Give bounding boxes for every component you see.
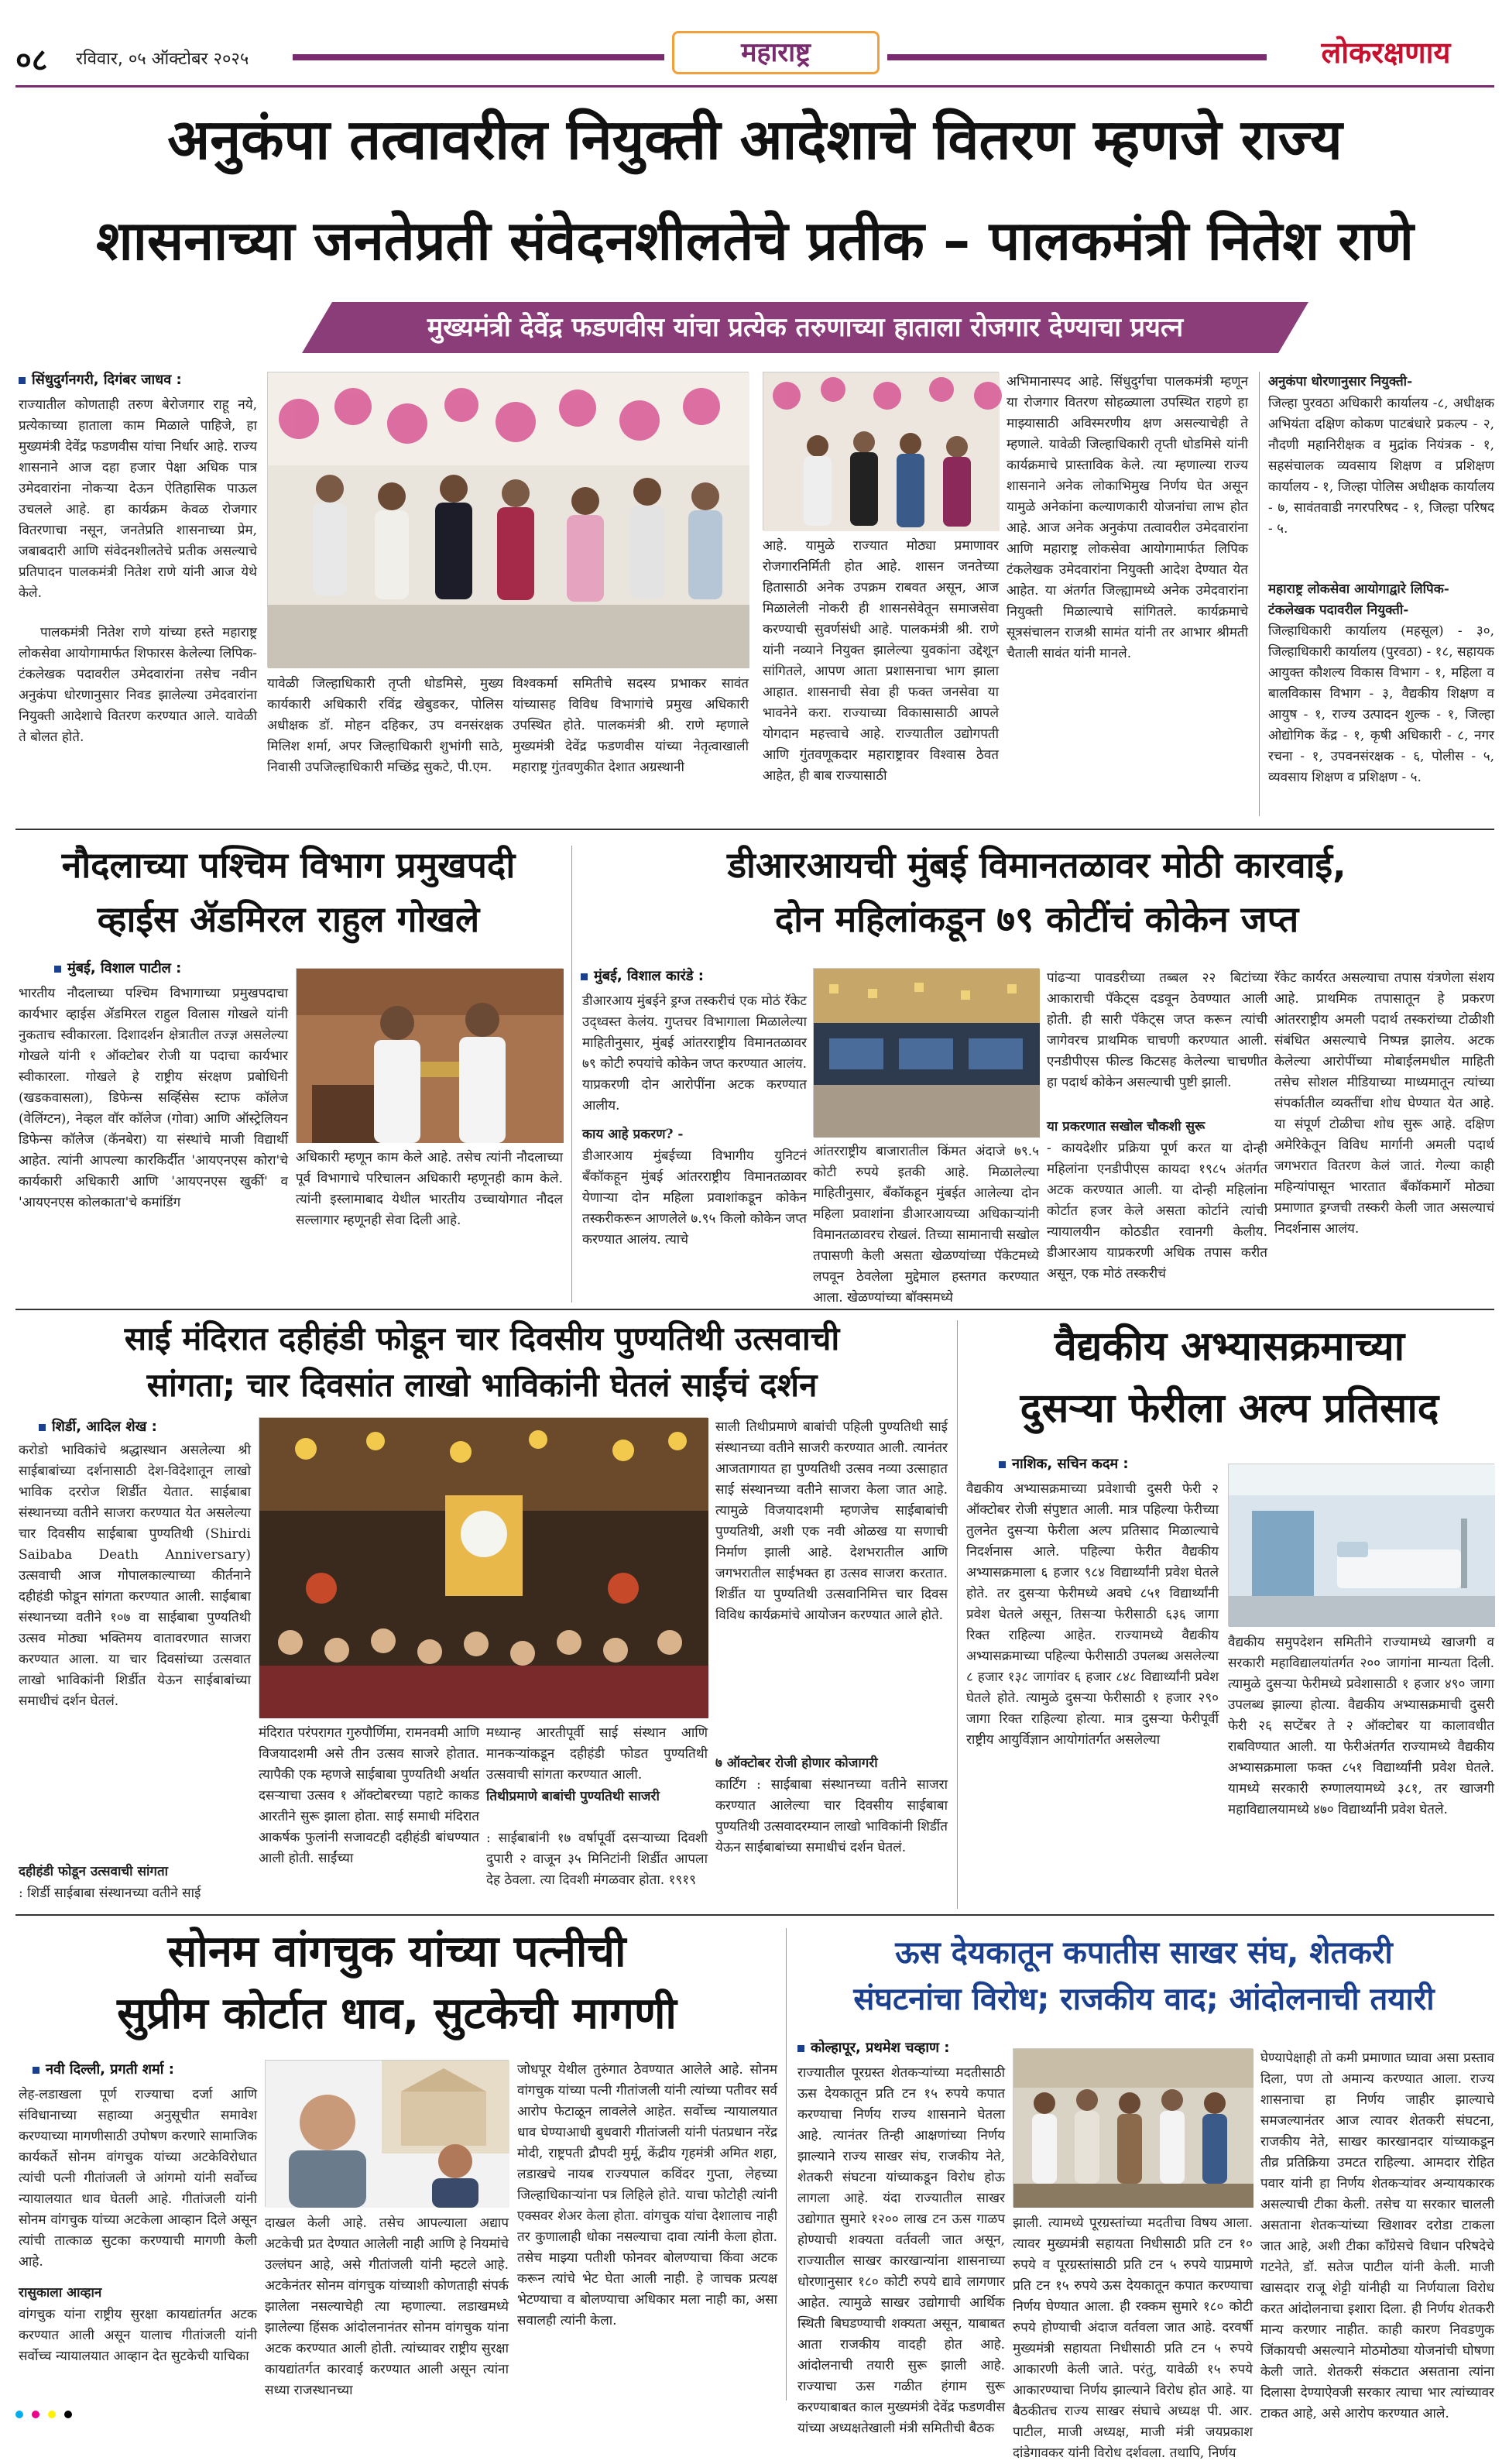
sai-photo-temple <box>259 1417 708 1718</box>
sugar-headline-2: संघटनांचा विरोध; राजकीय वाद; आंदोलनाची तयारी <box>853 1982 1435 2017</box>
temple-photo-illustration <box>259 1418 708 1718</box>
medical-byline <box>999 1454 1129 1473</box>
lead-photo-ceremony <box>267 372 749 667</box>
navy-col1: भारतीय नौदलाच्या पश्चिम विभागाच्या प्रमुखपदाचा कार्यभार व्हाईस ॲडमिरल राहुल विलास गोखले यांनी नुकताच स्वीकारला. दिशादर्शन क्षेत्रातील तज्ज्ञ असलेल्या गोखले यांनी १ ऑक्टोबर रोजी या पदाचा कार्यभार स्वीकारला. गोखले हे राष्ट्रीय संरक्षण प्रबोधिनी (खडकवासला), डिफेन्स सर्व्हिसेस स्टाफ कॉलेज (वेलिंग्टन), नेव्हल वॉर कॉलेज (गोवा) आणि ऑस्ट्रेलियन डिफेन्स कॉलेज (कॅनबेरा) या संस्थांचे माजी विद्यार्थी आहेत. त्यांनी आपल्या कारकिर्दीत 'आयएनएस कोरा'चे कार्यकारी अधिकारी आणि 'आयएनएस खुर्की' व 'आयएनएस कोलकाता'चे कमांडिंग <box>19 986 288 1210</box>
sai-col4-head: ७ ऑक्टोबर रोजी होणार कोजागरी <box>715 1755 878 1771</box>
lead-banner-text: मुख्यमंत्री देवेंद्र फडणवीस यांचा प्रत्येक तरुणाच्या हाताला रोजगार देण्याचा प्रयत्न <box>427 312 1184 343</box>
dri-byline-text: मुंबई, विशाल कारंडे : <box>594 968 704 984</box>
sugar-byline <box>797 2038 950 2057</box>
sonam-byline <box>33 2060 174 2078</box>
lead-col6: जिल्हा पुरवठा अधिकारी कार्यालय -८, अधीक्षक अभियंता दक्षिण कोकण पाटबंधारे प्रकल्प - २, नौदणी महानिरीक्षक व मुद्रांक नियंत्रक - १, सहसंचालक व्यवसाय शिक्षण व प्रशिक्षण कार्यालय - १, जिल्हा पोलिस अधीक्षक कार्यालय - ७, सावंतवाडी नगरपरिषद - १, जिल्हा परिषद - ५. <box>1268 396 1494 537</box>
dri-headline-1: डीआरआयची मुंबई विमानतळावर मोठी कारवाई, <box>727 844 1346 886</box>
page-number: ०८ <box>15 43 48 78</box>
byline-marker-icon <box>54 966 61 973</box>
lead-col-divider <box>1259 372 1260 816</box>
sai-divider <box>957 1320 958 1909</box>
section-divider-3 <box>15 1914 1494 1916</box>
lead-col6-head2: महाराष्ट्र लोकसेवा आयोगाद्वारे लिपिक-टंकलेखक पदावरील नियुक्ती- <box>1268 582 1449 618</box>
navy-photo <box>296 968 563 1142</box>
dri-byline <box>581 966 704 985</box>
dri-col1b: डीआरआय मुंबईच्या विभागीय युनिटनं बँकॉकहून मुंबई आंतरराष्ट्रीय विमानतळावर येणाऱ्या दोन महिला प्रवाशांकडून कोकेन तस्करीकरून आणलेले ७.९५ किलो कोकेन जप्त करण्यात आलंय. त्याचे <box>582 1148 807 1247</box>
header-rule-left <box>293 54 664 60</box>
lead-headline-1: अनुकंपा तत्वावरील नियुक्ती आदेशाचे वितरण म्हणजे राज्य <box>167 107 1343 172</box>
byline-marker-icon <box>999 1461 1006 1468</box>
lead-byline <box>19 370 182 389</box>
sai-col3b: : साईबाबांनी १७ वर्षापूर्वी दसऱ्याच्या दिवशी दुपारी २ वाजून ३५ मिनिटांनी शिर्डीत आपला देह ठेवला. त्या दिवशी मंगळवार होता. १९१९ <box>486 1831 708 1888</box>
sai-col3-head: तिथीप्रमाणे बाबांची पुण्यतिथी साजरी <box>486 1789 660 1804</box>
byline-marker-icon <box>19 377 26 384</box>
lead-col1b: पालकमंत्री नितेश राणे यांच्या हस्ते महाराष्ट्र लोकसेवा आयोगामार्फत शिफारस केलेल्या लिपिक-टंकलेखक पदावरील उमेदवारांना तसेच नवीन अनुकंपा धोरणानुसार निवड झालेल्या उमेदवारांना नियुक्ती आदेशाचे वितरण करण्यात आले. यावेळी ते बोलत होते. <box>19 625 257 745</box>
section-tag: महाराष्ट्र <box>672 31 880 74</box>
navy-byline <box>54 959 181 977</box>
sonam-headline-2: सुप्रीम कोर्टात धाव, सुटकेची मागणी <box>117 1989 677 2039</box>
ceremony-photo-illustration <box>268 372 749 668</box>
byline-marker-icon <box>797 2045 804 2052</box>
sonam-col1-head: रासुकाला आव्हान <box>19 2285 102 2301</box>
brand-logo: लोकरक्षणाय <box>1321 36 1451 70</box>
medical-headline-1: वैद्यकीय अभ्यासक्रमाच्या <box>1054 1323 1405 1370</box>
lead-photo-handover <box>763 372 999 530</box>
dri-headline-2: दोन महिलांकडून ७९ कोटींचं कोकेन जप्त <box>774 898 1299 940</box>
sai-headline-1: साई मंदिरात दहीहंडी फोडून चार दिवसीय पुण्यतिथी उत्सवाची <box>124 1320 840 1357</box>
dri-col4: रॅकेट कार्यरत असल्याचा तपास यंत्रणेला संशय आहे. प्राथमिक तपासातून हे प्रकरण आंतरराष्ट्रीय अमली पदार्थ तस्करांच्या टोळीशी संबंधित असल्याचे निष्पन्न झालेय. अटक केलेल्या आरोपींच्या मोबाईलमधील माहिती तसेच सोशल मीडियाच्या माध्यमातून त्यांच्या संपर्कातील व्यक्तींचा शोध घेण्यात येत आहे. या संपूर्ण टोळीचा शोध सुरू आहे. दक्षिण अमेरिकेतून विविध मार्गानी अमली पदार्थ जगभरात वितरण केलं जातं. गेल्या काही महिन्यांपासून भारतात बँकॉकमार्गे मोठ्या प्रमाणात ड्रग्जची तस्करी केली जात असल्याचं निदर्शनास आलंय. <box>1274 970 1494 1237</box>
navy-col2: अधिकारी म्हणून काम केले आहे. तसेच त्यांनी नौदलाच्या पूर्व विभागाचे परिचालन अधिकारी म्हणूनही काम केले. त्यांनी इस्लामाबाद येथील भारतीय उच्चायोगात नौदल सल्लागार म्हणूनही सेवा दिली आहे. <box>296 1150 563 1228</box>
dri-col3-head: या प्रकरणात सखोल चौकशी सुरू <box>1047 1119 1205 1134</box>
lead-col6-head: अनुकंपा धोरणानुसार नियुक्ती- <box>1268 374 1413 390</box>
sai-col2: मंदिरात परंपरागत गुरुपौर्णिमा, रामनवमी आणि विजयादशमी असे तीन उत्सव साजरे होतात. त्यापैकी एक म्हणजे साईबाबा पुण्यतिथी अर्थात दसऱ्याचा उत्सव १ ऑक्टोबरच्या पहाटे काकड आरतीने सुरू झाला होता. साई समाधी मंदिरात आकर्षक फुलांनी सजावटही दहीहंडी बांधण्यात आली होती. साईंच्या <box>259 1725 479 1866</box>
sai-headline-2: सांगता; चार दिवसांत लाखो भाविकांनी घेतलं साईंचं दर्शन <box>146 1366 818 1404</box>
sugar-photo-meeting <box>1013 2048 1253 2207</box>
sugar-col1: राज्यातील पूरग्रस्त शेतकऱ्यांच्या मदतीसाठी ऊस देयकातून प्रति टन १५ रुपये कपात करण्याचा निर्णय राज्य शासनाने घेतला आहे. त्यानंतर तिन्ही आक्षणांच्या निर्णय झाल्याने राज्य साखर संघ, राजकीय नेते, शेतकरी संघटना यांच्याकडून विरोध होऊ लागला आहे. यंदा राज्यातील साखर उद्योगात सुमारे १२०० लाख टन ऊस गाळप होण्याची शक्यता वर्तवली जात असून, राज्यातील साखर कारखान्यांना शासनाच्या धोरणानुसार १८० कोटी रुपये द्यावे लागणार आहेत. त्यामुळे साखर उद्योगाची आर्थिक स्थिती बिघडण्याची शक्यता असून, याबाबत आता राजकीय वादही होत आहे. आंदोलनाची तयारी सुरू झाली आहे. राज्याचा ऊस गळीत हंगाम सुरू करण्याबाबत काल मुख्यमंत्री देवेंद्र फडणवीस यांच्या अध्यक्षतेखाली मंत्री समितीची बैठक <box>797 2065 1005 2436</box>
medical-headline-2: दुसऱ्या फेरीला अल्प प्रतिसाद <box>1020 1385 1439 1432</box>
airport-photo-illustration <box>814 969 1040 1138</box>
sonam-byline-text: नवी दिल्ली, प्रगती शर्मा : <box>46 2061 174 2078</box>
dri-col1: डीआरआय मुंबईने ड्रग्ज तस्करीचं एक मोठं रॅकेट उद्ध्वस्त केलंय. गुप्तचर विभागाला मिळालेल्या माहितीनुसार, मुंबई आंतरराष्ट्रीय विमानतळावर ७९ कोटी रुपयांचे कोकेन जप्त करण्यात आलंय. याप्रकरणी दोन आरोपींना अटक करण्यात आलीय. <box>582 993 807 1114</box>
lead-col1: राज्यातील कोणताही तरुण बेरोजगार राहू नये, प्रत्येकाच्या हाताला काम मिळाले पाहिजे, हा मुख्यमंत्री देवेंद्र फडणवीस यांचा निर्धार आहे. राज्य शासनाने आज दहा हजार पेक्षा अधिक पात्र उमेदवारांना नोकऱ्या देऊन ऐतिहासिक पाऊल उचलले आहे. हा कार्यक्रम केवळ रोजगार वितरणाचा नसून, जनतेप्रति शासनाच्या प्रेम, जबाबदारी आणि संवेदनशीलतेचे प्रतीक असल्याचे प्रतिपादन पालकमंत्री नितेश राणे यांनी आज येथे केले. <box>19 397 257 601</box>
lead-col5: अभिमानास्पद आहे. सिंधुदुर्गचा पालकमंत्री म्हणून या रोजगार वितरण सोहळ्याला उपस्थित राहणे हा माझ्यासाठी अविस्मरणीय क्षण असल्याचेही ते म्हणाले. यावेळी जिल्हाधिकारी तृप्ती धोडमिसे यांनी कार्यक्रमाचे प्रास्ताविक केले. त्या म्हणाल्या राज्य शासनाने अनेक लोकाभिमुख निर्णय घेत असून यामुळे अनेकांना कल्याणकारी योजनांचा लाभ होत आहे. आज अनेक अनुकंपा तत्वावरील उमेदवारांना आणि महाराष्ट्र लोकसेवा आयोगामार्फत लिपिक टंकलेखक उमेदवारांना नियुक्ती आदेश देण्यात येत आहेत. या अंतर्गत जिल्ह्यामध्ये अनेक उमेदवारांना नियुक्ती मिळाल्याचे सांगितले. कार्यक्रमाचे सूत्रसंचालन राजश्री सामंत यांनी तर आभार श्रीमती चैताली सावंत यांनी मानले. <box>1007 374 1248 661</box>
sonam-divider <box>786 1928 787 2401</box>
section-divider-1 <box>15 829 1494 830</box>
sugar-headline-1: ऊस देयकातून कपातीस साखर संघ, शेतकरी <box>895 1935 1393 1971</box>
sai-byline-text: शिर्डी, आदिल शेख : <box>52 1419 157 1435</box>
sugar-col3: घेण्यापेक्षाही तो कमी प्रमाणात घ्यावा असा प्रस्ताव दिला, पण तो अमान्य करण्यात आला. राज्य शासनाचा हा निर्णय जाहीर झाल्याचे समजल्यानंतर आज त्यावर शेतकरी संघटना, राजकीय नेते, साखर कारखानदार यांच्याकडून तीव्र प्रतिक्रिया उमटत राहिल्या. आमदार रोहित पवार यांनी हा निर्णय शेतकऱ्यांवर अन्यायकारक असल्याची टीका केली. तसेच या सरकार चालली असताना शेतकऱ्यांच्या खिशावर दरोडा टाकला जात आहे, अशी टीका काँग्रेसचे विधान परिषदेचे गटनेते, डॉ. सतेज पाटील यांनी केली. माजी खासदार राजू शेट्टी यांनीही या निर्णयाला विरोध करत आंदोलनाचा इशारा दिला. ही निर्णय शेतकरी मान्य करणार नाहीत. काही कारण निवडणुक जिंकायची असल्याने मोठमोठ्या योजनांची घोषणा केली जाते. शेतकरी संकटात असताना त्यांना दिलासा देण्याऐवजी सरकार त्याचा भार त्यांच्यावर टाकत आहे, असे आरोप करण्यात आले. <box>1260 2050 1494 2421</box>
lead-caption-col2: विश्वकर्मा समितीचे सदस्य प्रभाकर सावंत यांच्यासह विविध विभागांचे प्रमुख अधिकारी उपस्थित होते. पालकमंत्री श्री. राणे म्हणाले मुख्यमंत्री देवेंद्र फडणवीस यांच्या नेतृत्वाखाली महाराष्ट्र गुंतवणुकीत देशात अग्रस्थानी <box>513 676 749 775</box>
byline-marker-icon <box>39 1424 46 1431</box>
byline-marker-icon <box>33 2067 39 2074</box>
handover-photo-illustration <box>763 372 1000 531</box>
medical-col2: वैद्यकीय समुपदेशन समितीने राज्यामध्ये खाजगी व सरकारी महाविद्यालयांतर्गत २०० जागांना मान्यता दिली. त्यामुळे दुसऱ्या फेरीमध्ये प्रवेशासाठी १ हजार ४९० जागा उपलब्ध झाल्या होत्या. वैद्यकीय अभ्यासक्रमाची दुसरी फेरी २६ सप्टेंबर ते २ ऑक्टोबर या कालावधीत राबविण्यात आली. या फेरीअंतर्गत राज्यामध्ये वैद्यकीय अभ्यासक्रमाला फक्त ८५१ विद्यार्थ्यांनी प्रवेश घेतले. यामध्ये सरकारी रुग्णालयामध्ये ३८१, तर खाजगी महाविद्यालयामध्ये ४७० विद्यार्थ्यांनी प्रवेश घेतले. <box>1228 1635 1494 1817</box>
sai-col3: मध्यान्ह आरतीपूर्वी साई संस्थान आणि मानकऱ्यांकडून दहीहंडी फोडत पुण्यतिथी उत्सवाची सांगता करण्यात आली. <box>486 1725 708 1783</box>
navy-headline-2: व्हाईस ॲडमिरल राहुल गोखले <box>97 898 480 940</box>
sai-col1: करोडो भाविकांचे श्रद्धास्थान असलेल्या श्री साईबाबांच्या दर्शनासाठी देश-विदेशातून लाखो भाविक दररोज शिर्डीत येतात. साईबाबा संस्थानच्या वतीने साजरा करण्यात येत असलेल्या चार दिवसीय साईबाबा पुण्यतिथी (Shirdi Saibaba Death Anniversary) उत्सवाची आज गोपालकाल्याच्या कीर्तनाने दहीहंडी फोडून सांगता करण्यात आली. साईबाबा संस्थानच्या वतीने १०७ वा साईबाबा पुण्यतिथी उत्सव मोठ्या भक्तिमय वातावरणात साजरा करण्यात आला. या चार दिवसांच्या उत्सवात लाखो भाविकांनी शिर्डीत येऊन साईबाबांच्या समाधीचं दर्शन घेतलं. <box>19 1443 251 1709</box>
medical-photo-hospital <box>1228 1464 1494 1626</box>
sai-byline <box>39 1417 157 1436</box>
sai-col4b: कार्टिंग : साईबाबा संस्थानच्या वतीने साजरा करण्यात आलेल्या चार दिवसीय साईबाबा पुण्यतिथी उत्सवादरम्यान लाखो भाविकांनी शिर्डीत येऊन साईबाबांच्या समाधीचं दर्शन घेतलं. <box>715 1777 948 1855</box>
meeting-photo-illustration <box>1013 2049 1253 2208</box>
header-divider <box>15 85 1494 88</box>
lead-caption-col: यावेळी जिल्हाधिकारी तृप्ती धोडमिसे, मुख्य कार्यकारी अधिकारी रविंद्र खेबुडकर, पोलिस अधीक्षक डॉ. मोहन दहिकर, उप वनसंरक्षक मिलिश शर्मा, अपर जिल्हाधिकारी शुभांगी साठे, निवासी उपजिल्हाधिकारी मच्छिंद्र सुकटे, पी.एम. <box>267 676 503 775</box>
navy-headline-1: नौदलाच्या पश्चिम विभाग प्रमुखपदी <box>61 844 516 886</box>
dri-col3: पांढऱ्या पावडरीच्या तब्बल २२ बिटांच्या आकाराची पॅकेट्स दडवून ठेवण्यात आली होती. ही सारी पॅकेट्स जप्त करून त्यांची जागेवरच प्राथमिक चाचणी करण्यात आली. एनडीपीएस फील्ड किटसह केलेल्या चाचणीत हा पदार्थ कोकेन असल्याची पुष्टी झाली. <box>1047 970 1267 1090</box>
header-rule-right <box>887 54 1267 60</box>
sai-col1-head: दहीहंडी फोडून उत्सवाची सांगता <box>19 1864 169 1879</box>
lead-col6b: जिल्हाधिकारी कार्यालय (महसूल) - ३०, जिल्हाधिकारी कार्यालय (पुरवठा) - १८, सहायक आयुक्त कौशल्य विकास विभाग - १, महिला व बालविकास विभाग - ३, वैद्यकीय शिक्षण व आयुष - १, राज्य उत्पादन शुल्क - १, जिल्हा ओद्योगिक केंद्र - १, कृषी अधिकारी - ८, नगर रचना - १, उपवनसंरक्षक - ६, पोलीस - ५, व्यवसाय शिक्षण व प्रशिक्षण - ५. <box>1268 623 1494 785</box>
navy-divider <box>571 846 572 1302</box>
lead-col4: आहे. यामुळे राज्यात मोठ्या प्रमाणावर रोजगारनिर्मिती होत आहे. शासन जनतेच्या हितासाठी अनेक उपक्रम राबवत असून, आज मिळालेली नोकरी ही शासनसेवेतून समाजसेवा करण्याची सुवर्णसंधी आहे. पालकमंत्री श्री. राणे यांनी नव्याने नियुक्त झालेल्या युवकांना उद्देशून सांगितले, आपण आता प्रशासनाचा भाग झाला आहात. शासनाची सेवा ही फक्त जनसेवा या भावनेने करा. राज्याच्या विकासासाठी आपले योगदान महत्त्वाचे आहे. राज्यातील उद्योगपती आणि गुंतवणूकदार महाराष्ट्रावर विश्वास ठेवत आहेत, ही बाब राज्यासाठी <box>763 538 999 784</box>
footer-registration-marks <box>15 2407 1494 2418</box>
lead-byline-text: सिंधुदुर्गनगरी, दिगंबर जाधव : <box>32 372 182 388</box>
sugar-col2: झाली. त्यामध्ये पूरग्रस्तांच्या मदतीचा विषय आला. त्यावर मुख्यमंत्री सहायता निधीसाठी प्रति टन १० रुपये व पूरग्रस्तांसाठी प्रति टन ५ रुपये याप्रमाणे प्रति टन १५ रुपये ऊस देयकातून कपात करण्याचा निर्णय घेण्यात आला. ही रक्कम सुमारे १८० कोटी रुपये होण्याची अंदाज वर्तवला जात आहे. दरवर्षी मुख्यमंत्री सहायता निधीसाठी प्रति टन ५ रुपये आकारणी केली जाते. परंतु, यावेळी १५ रुपये आकारण्याचा निर्णय झाल्याने विरोध होत आहे. या बैठकीतच राज्य साखर संघाचे अध्यक्ष पी. आर. पाटील, माजी अध्यक्ष, माजी मंत्री जयप्रकाश दांडेगावकर यांनी विरोध दर्शवला. तथापि, निर्णय <box>1013 2215 1253 2461</box>
sonam-col1b: वांगचुक यांना राष्ट्रीय सुरक्षा कायद्यांतर्गत अटक करण्यात आली असून यालाच गीतांजली यांनी सर्वोच्च न्यायालयात आव्हान देत सुटकेची याचिका <box>19 2307 257 2364</box>
sai-col1b: : शिर्डी साईबाबा संस्थानच्या वतीने साई <box>19 1886 201 1901</box>
issue-date: रविवार, ०५ ऑक्टोबर २०२५ <box>76 50 249 69</box>
navy-photo-illustration <box>297 969 564 1143</box>
sai-col4: साली तिथीप्रमाणे बाबांची पहिली पुण्यतिथी साई संस्थानच्या वतीने साजरी करण्यात आली. त्यानंतर आजतागायत हा पुण्यतिथी उत्सव नव्या उत्साहात साई संस्थानच्या वतीने साजरा केला जात आहे. त्यामुळे विजयादशमी म्हणजेच साईबाबांची पुण्यतिथी, अशी एक नवी ओळख या सणाची निर्माण झाली आहे. देशभरातील आणि जगभरातील साईभक्त हा उत्सव साजरा करतात. शिर्डीत या पुण्यतिथी उत्सवानिमित्त चार दिवस विविध कार्यक्रमांचे आयोजन करण्यात आले होते. <box>715 1419 948 1623</box>
sonam-col3: जोधपूर येथील तुरुंगात ठेवण्यात आलेले आहे. सोनम वांगचुक यांच्या पत्नी गीतांजली यांनी त्यांच्या पतीवर सर्व आरोप फेटाळून लावलेले आहेत. सर्वोच्च न्यायालयात धाव घेण्याआधी बुधवारी गीतांजली यांनी पंतप्रधान नरेंद्र मोदी, राष्ट्रपती द्रौपदी मुर्मू, केंद्रीय गृहमंत्री अमित शहा, लडाखचे नायब राज्यपाल कविंदर गुप्ता, लेहच्या जिल्हाधिकाऱ्यांना पत्र लिहिले होते. याचा फोटोही त्यांनी एक्सवर शेअर केला होता. वांगचुक यांचा देशालाच नाही तर कुणालाही धोका नसल्याचा दावा त्यांनी केला होता. तसेच माझ्या पतीशी फोनवर बोलण्याचा किंवा अटक करून त्यांचे भेट घेता आली नाही. हे जाचक प्रत्यक्ष भेटण्याचा व बोलण्याचा अधिकार मला नाही का, असा सवालही त्यांनी केला. <box>517 2062 777 2328</box>
section-divider-2 <box>15 1309 1494 1310</box>
dri-col3b: - कायदेशीर प्रक्रिया पूर्ण करत या दोन्ही महिलांना एनडीपीएस कायदा १९८५ अंतर्गत अटक करण्यात आली. या दोन्ही महिलांना कोर्टात हजर केले असता कोर्टाने त्यांची न्यायालयीन कोठडीत रवानगी केलीय. डीआरआय याप्रकरणी अधिक तपास करीत असून, एक मोठं तस्करीचं <box>1047 1141 1267 1282</box>
dri-col1-head: काय आहे प्रकरण? - <box>582 1127 684 1142</box>
dri-col2: आंतरराष्ट्रीय बाजारातील किंमत अंदाजे ७९.५ कोटी रुपये इतकी आहे. मिळालेल्या माहितीनुसार, बँकॉकहून मुंबईत आलेल्या दोन महिला प्रवाशांना डीआरआयच्या अधिकाऱ्यांनी विमानतळावरच रोखलं. तिच्या सामानाची सखोल तपासणी केली असता खेळण्यांच्या पॅकेटमध्ये लपवून ठेवलेला मुद्देमाल हस्तगत करण्यात आला. खेळण्यांच्या बॉक्समध्ये <box>813 1144 1039 1306</box>
medical-byline-text: नाशिक, सचिन कदम : <box>1012 1456 1129 1472</box>
hospital-photo-illustration <box>1229 1464 1495 1627</box>
sonam-photo-illustration <box>266 2061 509 2208</box>
lead-headline-2: शासनाच्या जनतेप्रती संवेदनशीलतेचे प्रतीक – पालकमंत्री नितेश राणे <box>96 209 1414 273</box>
sonam-headline-1: सोनम वांगचुक यांच्या पत्नीची <box>167 1927 626 1977</box>
sugar-byline-text: कोल्हापूर, प्रथमेश चव्हाण : <box>811 2040 950 2056</box>
dri-photo-airport <box>813 968 1039 1137</box>
sonam-col1: लेह-लडाखला पूर्ण राज्याचा दर्जा आणि संविधानाच्या सहाव्या अनुसूचीत समावेश करण्याच्या मागणीसाठी उपोषण करणारे सामाजिक कार्यकर्ते सोनम वांगचुक यांच्या अटकेविरोधात त्यांची पत्नी गीतांजली जे आंगमो यांनी सर्वोच्च न्यायालयात धाव घेतली आहे. गीतांजली यांनी सोनम वांगचुक यांच्या अटकेला आव्हान दिले असून त्यांची तात्काळ सुटका करण्याची मागणी केली आहे. <box>19 2087 257 2270</box>
medical-col1: वैद्यकीय अभ्यासक्रमाच्या प्रवेशाची दुसरी फेरी २ ऑक्टोबर रोजी संपुष्टात आली. मात्र पहिल्या फेरीच्या तुलनेत दुसऱ्या फेरीला अल्प प्रतिसाद मिळाल्याचे निदर्शनास आले. पहिल्या फेरीत वैद्यकीय अभ्यासक्रमाला ६ हजार ९८४ विद्यार्थ्यांनी प्रवेश घेतले होते. तर दुसऱ्या फेरीमध्ये अवघे ८५१ विद्यार्थ्यांनी प्रवेश घेतले असून, तिसऱ्या फेरीसाठी ६३६ जागा रिक्त राहिल्या आहेत. राज्यामध्ये वैद्यकीय अभ्यासक्रमाच्या पहिल्या फेरीसाठी उपलब्ध असलेल्या ८ हजार १३८ जागांवर ६ हजार ८४८ विद्यार्थ्यांनी प्रवेश घेतले होते. त्यामुळे दुसऱ्या फेरीसाठी १ हजार २९० जागा रिक्त राहिल्या होत्या. मात्र दुसऱ्या फेरीपूर्वी राष्ट्रीय आयुर्विज्ञान आयोगांतर्गत असलेल्या <box>966 1481 1219 1748</box>
navy-byline-text: मुंबई, विशाल पाटील : <box>67 960 182 976</box>
sonam-col2: दाखल केली आहे. तसेच आपल्याला अद्याप अटकेची प्रत देण्यात आलेली नाही आणि हे नियमांचे उल्लंघन आहे, असे गीतांजली यांनी म्हटले आहे. अटकेनंतर सोनम वांगचुक यांच्याशी कोणताही संपर्क झालेला नसल्याचेही त्या म्हणाल्या. लडाखमध्ये झालेल्या हिंसक आंदोलनानंतर सोनम वांगचुक यांना अटक करण्यात आली होती. त्यांच्यावर राष्ट्रीय सुरक्षा कायद्यांतर्गत कारवाई करण्यात आली असून त्यांना सध्या राजस्थानच्या <box>265 2215 509 2398</box>
byline-marker-icon <box>581 973 588 980</box>
sonam-photo <box>265 2060 509 2207</box>
